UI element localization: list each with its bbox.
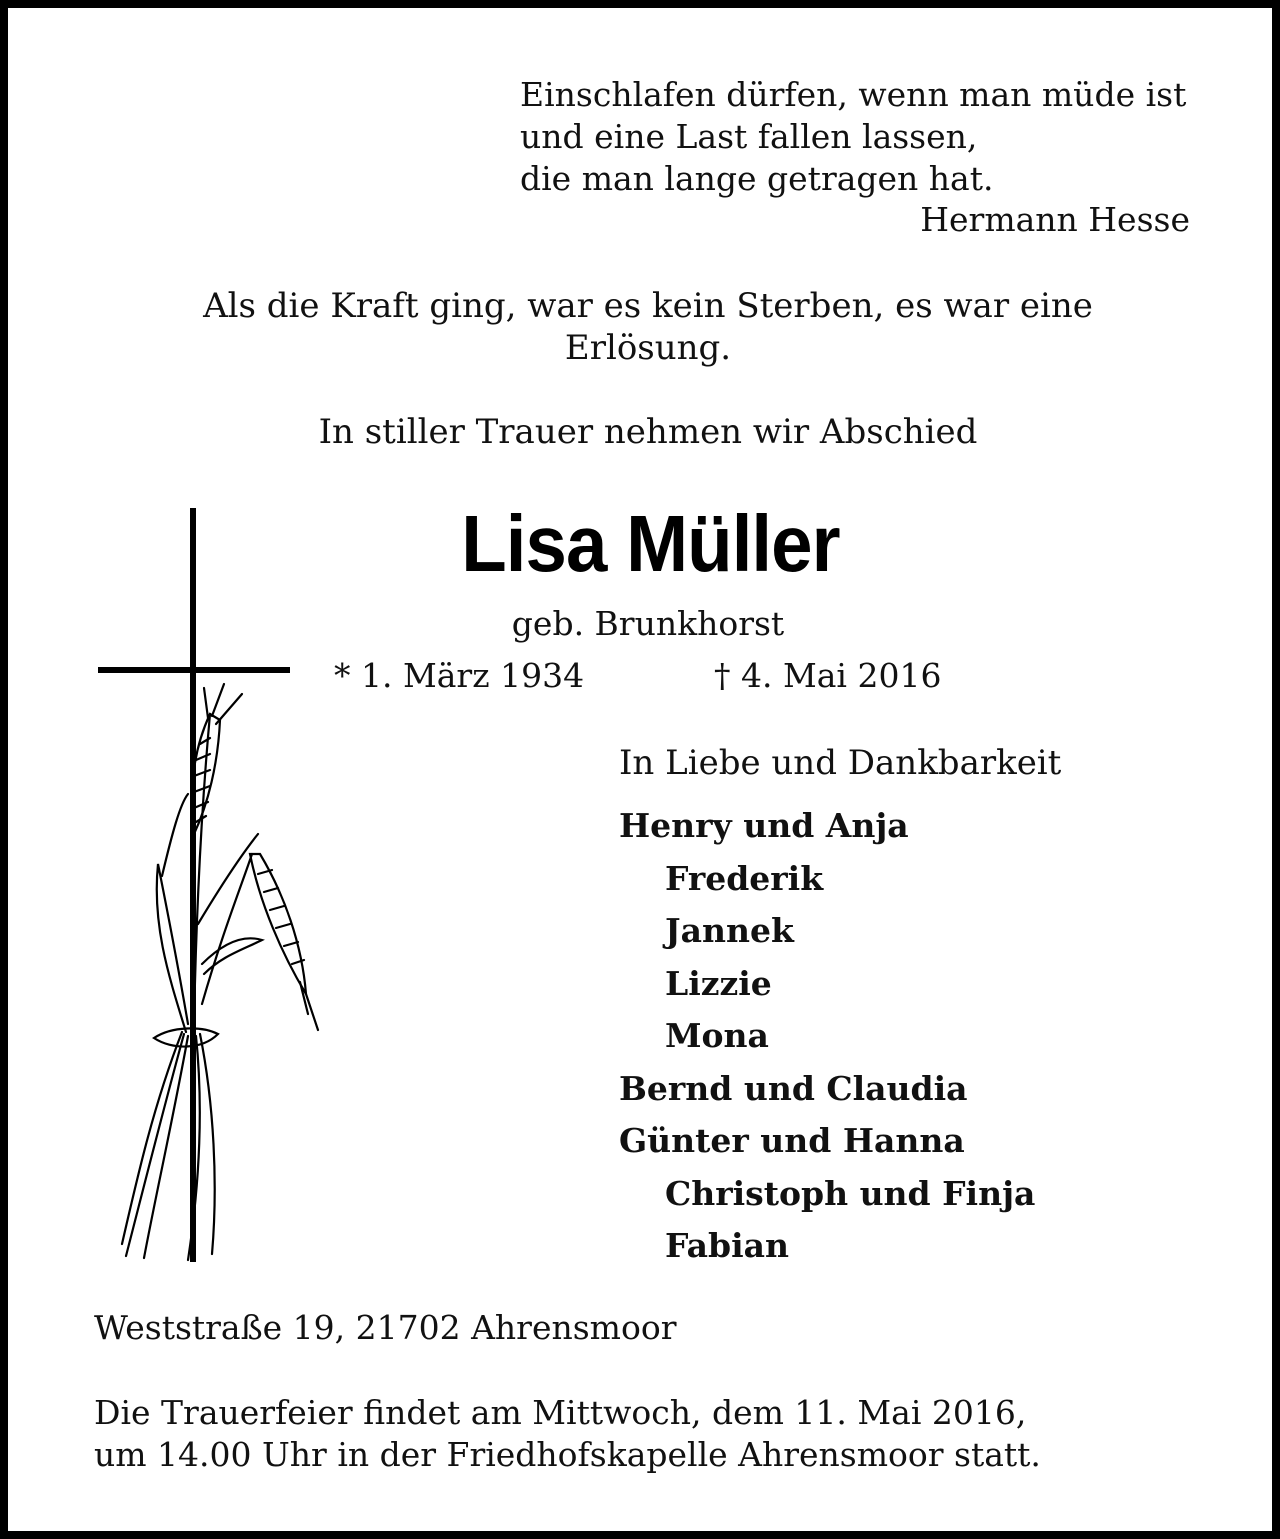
cross-with-wheat-icon	[92, 504, 332, 1270]
family-member: Lizzie	[665, 963, 772, 1003]
birth-date: * 1. März 1934	[334, 656, 585, 695]
family-member: Fabian	[665, 1226, 789, 1265]
ceremony-info	[94, 1392, 1041, 1476]
ceremony-line-1: Die Trauerfeier findet am Mittwoch, dem 11. Mai 2016,	[94, 1393, 1027, 1432]
kraft-line-1: Als die Kraft ging, war es kein Sterben, es war eine	[203, 286, 1093, 326]
family-member: Mona	[665, 1016, 769, 1055]
gratitude-line: In Liebe und Dankbarkeit	[619, 743, 1062, 783]
family-member: Henry und Anja	[619, 806, 909, 845]
poem-author: Hermann Hesse	[920, 200, 1190, 239]
family-member: Jannek	[665, 911, 794, 950]
family-member: Günter und Hanna	[619, 1121, 965, 1160]
ceremony-line-2: um 14.00 Uhr in der Friedhofskapelle Ahrensmoor statt.	[94, 1435, 1041, 1474]
family-member: Frederik	[665, 858, 824, 898]
family-member: Bernd und Claudia	[619, 1068, 968, 1108]
address: Weststraße 19, 21702 Ahrensmoor	[94, 1308, 677, 1347]
poem-line: und eine Last fallen lassen,	[520, 117, 978, 156]
death-date: † 4. Mai 2016	[714, 656, 942, 695]
farewell-line: In stiller Trauer nehmen wir Abschied	[318, 412, 978, 452]
family-list	[619, 800, 1035, 1273]
kraft-line-2: Erlösung.	[564, 328, 732, 368]
poem-quote	[520, 74, 1186, 200]
poem-line: Einschlafen dürfen, wenn man müde ist	[520, 75, 1187, 114]
maiden-name: geb. Brunkhorst	[511, 604, 785, 643]
deceased-name-text: Lisa Müller	[460, 499, 840, 588]
poem-line: die man lange getragen hat.	[520, 159, 994, 198]
family-member: Christoph und Finja	[665, 1173, 1036, 1213]
